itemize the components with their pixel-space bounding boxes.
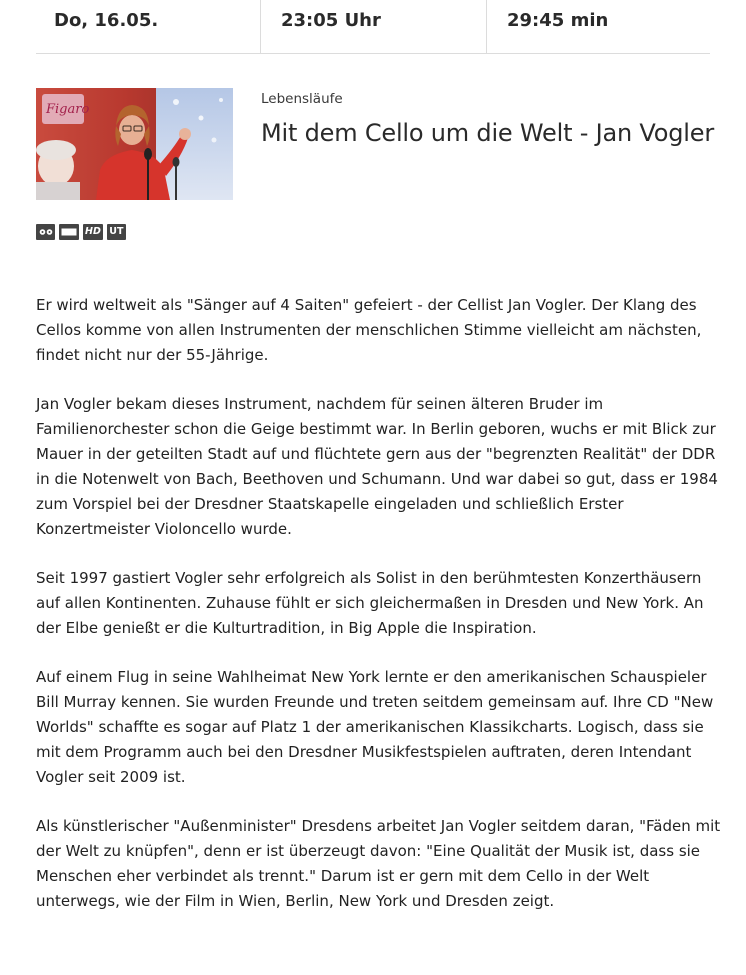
subtitles-badge: UT [107, 224, 126, 240]
broadcast-duration: 29:45 min [486, 0, 710, 53]
description-paragraph: Er wird weltweit als "Sänger auf 4 Saiten" gefeiert - der Cellist Jan Vogler. Der Klang des Cellos komme von allen Instrumenten der menschlichen Stimme vielleicht am nächsten, findet nicht nur der 55-Jährige. [36, 296, 702, 364]
show-thumbnail[interactable] [36, 88, 233, 200]
broadcast-time: 23:05 Uhr [260, 0, 486, 53]
description-paragraph: Jan Vogler bekam dieses Instrument, nachdem für seinen älteren Bruder im Familienorchester schon die Geige bestimmt war. In Berlin geboren, wuchs er mit Blick zur Mauer in der geteilten Stadt auf und flüchtete gern aus der "begrenzten Realität" der DDR in die Notenwelt von Bach, Beethoven und Schumann. Und war dabei so gut, dass er 1984 zum Vorspiel bei der Dresdner Staatskapelle eingeladen und schließlich Erster Konzertmeister Violoncello wurde. [36, 395, 718, 538]
widescreen-icon [59, 224, 79, 240]
audio-description-icon [36, 224, 55, 240]
show-description [36, 293, 726, 938]
show-genre[interactable]: Lebensläufe [261, 91, 343, 107]
broadcast-date: Do, 16.05. [54, 10, 159, 31]
feature-badges [36, 224, 126, 240]
description-paragraph: Seit 1997 gastiert Vogler sehr erfolgreich als Solist in den berühmtesten Konzerthäusern auf allen Kontinenten. Zuhause fühlt er sich gleichermaßen in Dresden und New York. An der Elbe genießt er die Kulturtradition, in Big Apple die Inspiration. [36, 569, 704, 637]
thumbnail-image [36, 88, 233, 200]
description-paragraph: Als künstlerischer "Außenminister" Dresdens arbeitet Jan Vogler seitdem daran, "Fäden mit der Welt zu knüpfen", denn er ist überzeugt davon: "Eine Qualität der Musik ist, dass sie Menschen eher verbindet als trennt." Darum ist er gern mit dem Cello in der Welt unterwegs, wie der Film in Wien, Berlin, New York und Dresden zeigt. [36, 817, 721, 910]
broadcast-info-bar [36, 0, 710, 54]
description-paragraph: Auf einem Flug in seine Wahlheimat New York lernte er den amerikanischen Schauspieler Bill Murray kennen. Sie wurden Freunde und treten seitdem gemeinsam auf. Ihre CD "New Worlds" schaffte es sogar auf Platz 1 der amerikanischen Klassikcharts. Logisch, dass sie mit dem Programm auch bei den Dresdner Musikfestspielen auftraten, deren Intendant Vogler seit 2009 ist. [36, 668, 714, 786]
hd-badge: HD [83, 224, 103, 240]
show-title[interactable]: Mit dem Cello um die Welt - Jan Vogler [261, 119, 714, 147]
thumbnail-sign-text: Figaro [46, 102, 90, 117]
